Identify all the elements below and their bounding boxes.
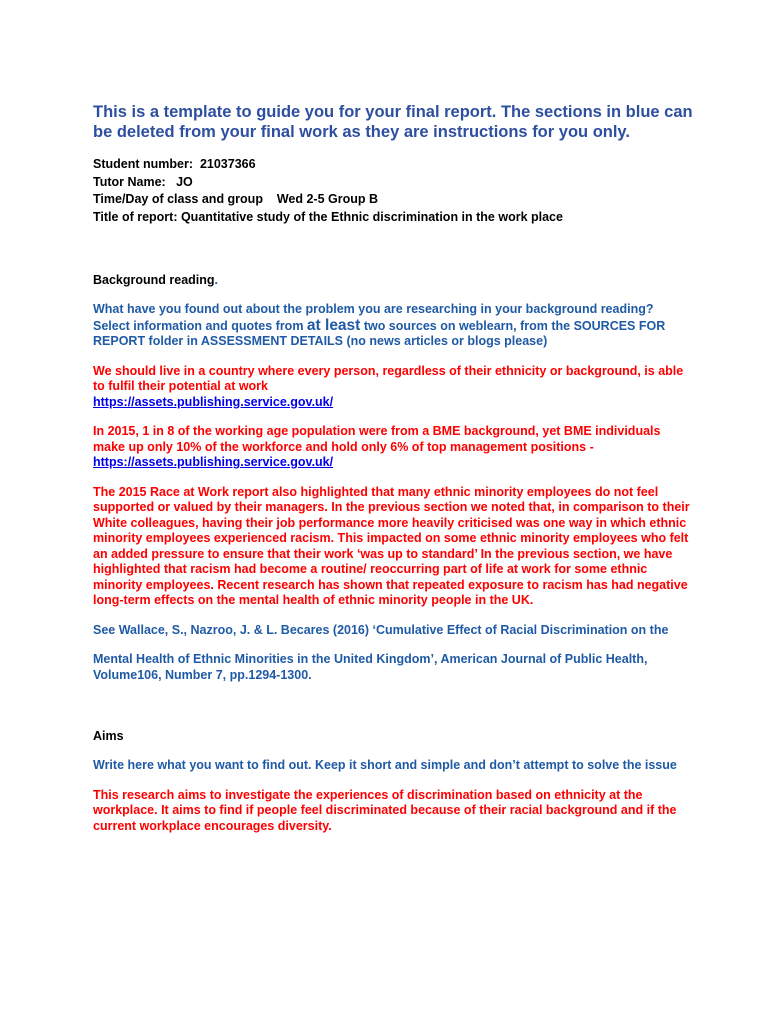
paragraph-1-text: We should live in a country where every person, regardless of their ethnicity or background, is able to fulfil their potential at work [93, 363, 684, 393]
paragraph-2-link[interactable]: https://assets.publishing.service.gov.uk/ [93, 455, 334, 469]
background-heading-dot: . [214, 273, 219, 287]
citation-line-1: See Wallace, S., Nazroo, J. & L. Becares (2016) ‘Cumulative Effect of Racial Discrimination on the [93, 622, 669, 637]
background-instruction-part2: two sources on weblearn, from the SOURCES FOR REPORT folder in ASSESSMENT DETAILS (no news articles or blogs please) [93, 318, 666, 348]
student-number: Student number: 21037366 [93, 157, 256, 171]
aims-instruction: Write here what you want to find out. Keep it short and simple and don’t attempt to solve the issue [93, 758, 677, 772]
background-paragraph-2 [93, 424, 693, 471]
background-heading-text: Background reading [93, 273, 215, 287]
background-instruction-emphasis: at least [306, 316, 361, 334]
background-paragraph-1 [93, 364, 693, 411]
paragraph-2-text: In 2015, 1 in 8 of the working age population were from a BME background, yet BME individuals make up only 10% of the workforce and hold only 6% of top management positions - [93, 424, 661, 454]
report-title: Title of report: Quantitative study of the Ethnic discrimination in the work place [93, 209, 563, 224]
template-title: This is a template to guide you for your final report. The sections in blue can be deleted from your final work as they are instructions for you only. [93, 103, 693, 141]
background-paragraph-3: The 2015 Race at Work report also highlighted that many ethnic minority employees do not feel supported or valued by their managers. In the previous section we noted that, in comparison to their White colleagues, having their job performance more heavily criticised was one way in which ethnic minority employees experienced racism. This impacted on some ethnic minority employees who felt an added pressure to ensure that their work ‘was up to standard’ In the previous section, we have highlighted that racism had become a routine/ reoccurring part of life at work for some ethnic minority employees. Recent research has shown that repeated exposure to racism has had negative long-term effects on the mental health of ethnic minority people in the UK. [93, 484, 690, 607]
background-instruction-part1: What have you found out about the problem you are researching in your background reading? Select information and quotes from [93, 302, 654, 333]
class-time-group: Time/Day of class and group Wed 2-5 Group B [93, 192, 379, 206]
background-instruction [93, 302, 693, 350]
paragraph-1-link[interactable]: https://assets.publishing.service.gov.uk/ [93, 394, 334, 409]
report-meta [93, 156, 693, 226]
aims-answer: This research aims to investigate the experiences of discrimination based on ethnicity at the workplace. It aims to find if people feel discriminated because of their racial background and if the current workplace encourages diversity. [93, 787, 677, 833]
tutor-name: Tutor Name: JO [93, 174, 193, 189]
citation-line-2: Mental Health of Ethnic Minorities in the United Kingdom’, American Journal of Public Health, Volume106, Number 7, pp.1294-1300. [93, 652, 648, 682]
aims-heading: Aims [93, 729, 124, 743]
background-heading [93, 272, 693, 289]
report-template-page [93, 102, 693, 834]
